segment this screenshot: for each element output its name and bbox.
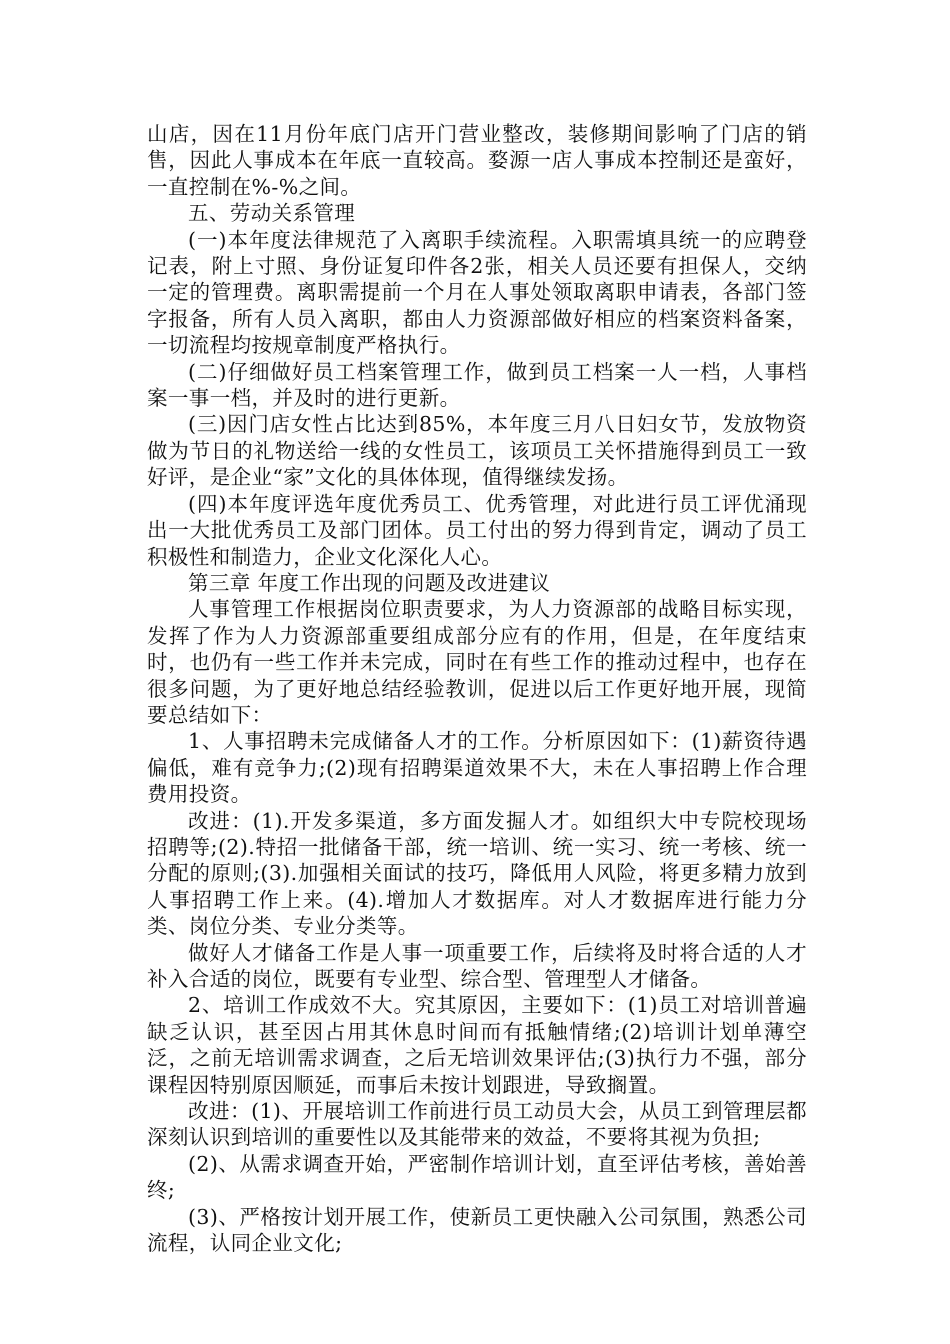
paragraph: 改进：(1)、开展培训工作前进行员工动员大会，从员工到管理层都深刻认识到培训的重要性以及其能带来的效益，不要将其视为负担; [147,1099,807,1150]
paragraph: 人事管理工作根据岗位职责要求，为人力资源部的战略目标实现，发挥了作为人力资源部重要组成部分应有的作用，但是，在年度结束时，也仍有一些工作并未完成，同时在有些工作的推动过程中，也存在很多问题，为了更好地总结经验教训，促进以后工作更好地开展，现简要总结如下： [147,597,807,727]
chapter-heading: 第三章 年度工作出现的问题及改进建议 [188,570,551,595]
paragraph: 做好人才储备工作是人事一项重要工作，后续将及时将合适的人才补入合适的岗位，既要有专业型、综合型、管理型人才储备。 [147,940,807,991]
paragraph: 1、人事招聘未完成储备人才的工作。分析原因如下：(1)薪资待遇偏低，难有竞争力;(2)现有招聘渠道效果不大，未在人事招聘上作合理费用投资。 [147,729,807,807]
paragraph: (3)、严格按计划开展工作，使新员工更快融入公司氛围，熟悉公司流程，认同企业文化; [147,1204,807,1256]
paragraph: (2)、从需求调查开始，严密制作培训计划，直至评估考核，善始善终; [147,1151,807,1203]
paragraph: 改进：(1).开发多渠道，多方面发掘人才。如组织大中专院校现场招聘等;(2).特招一批储备干部，统一培训、统一实习、统一考核、统一分配的原则;(3).加强相关面试的技巧，降低用人风险，将更多精力放到人事招聘工作上来。(4).增加人才数据库。对人才数据库进行能力分类、岗位分类、专业分类等。 [147,808,807,939]
paragraph: 2、培训工作成效不大。究其原因，主要如下：(1)员工对培训普遍缺乏认识，甚至因占用其休息时间而有抵触情绪;(2)培训计划单薄空泛，之前无培训需求调查，之后无培训效果评估;(3)执行力不强，部分课程因特别原因顺延，而事后未按计划跟进，导致搁置。 [147,993,807,1097]
paragraph: (四)本年度评选年度优秀员工、优秀管理，对此进行员工评优涌现出一大批优秀员工及部门团体。员工付出的努力得到肯定，调动了员工积极性和制造力，企业文化深化人心。 [147,491,807,569]
paragraph: (一)本年度法律规范了入离职手续流程。入职需填具统一的应聘登记表，附上寸照、身份证复印件各2张，相关人员还要有担保人，交纳一定的管理费。离职需提前一个月在人事处领取离职申请表，各部门签字报备，所有人员入离职，都由人力资源部做好相应的档案资料备案，一切流程均按规章制度严格执行。 [147,227,807,358]
section-heading-labor-relations: 五、劳动关系管理 [188,201,356,226]
paragraph: (二)仔细做好员工档案管理工作，做到员工档案一人一档，人事档案一事一档，并及时的进行更新。 [147,359,807,411]
paragraph-continuation: 山店，因在11月份年底门店开门营业整改，装修期间影响了门店的销售，因此人事成本在年底一直较高。婺源一店人事成本控制还是蛮好，一直控制在%-%之间。 [147,122,807,199]
paragraph: (三)因门店女性占比达到85%，本年度三月八日妇女节，发放物资做为节日的礼物送给一线的女性员工，该项员工关怀措施得到员工一致好评，是企业“家”文化的具体体现，值得继续发扬。 [147,412,807,490]
document-body [147,121,807,1256]
